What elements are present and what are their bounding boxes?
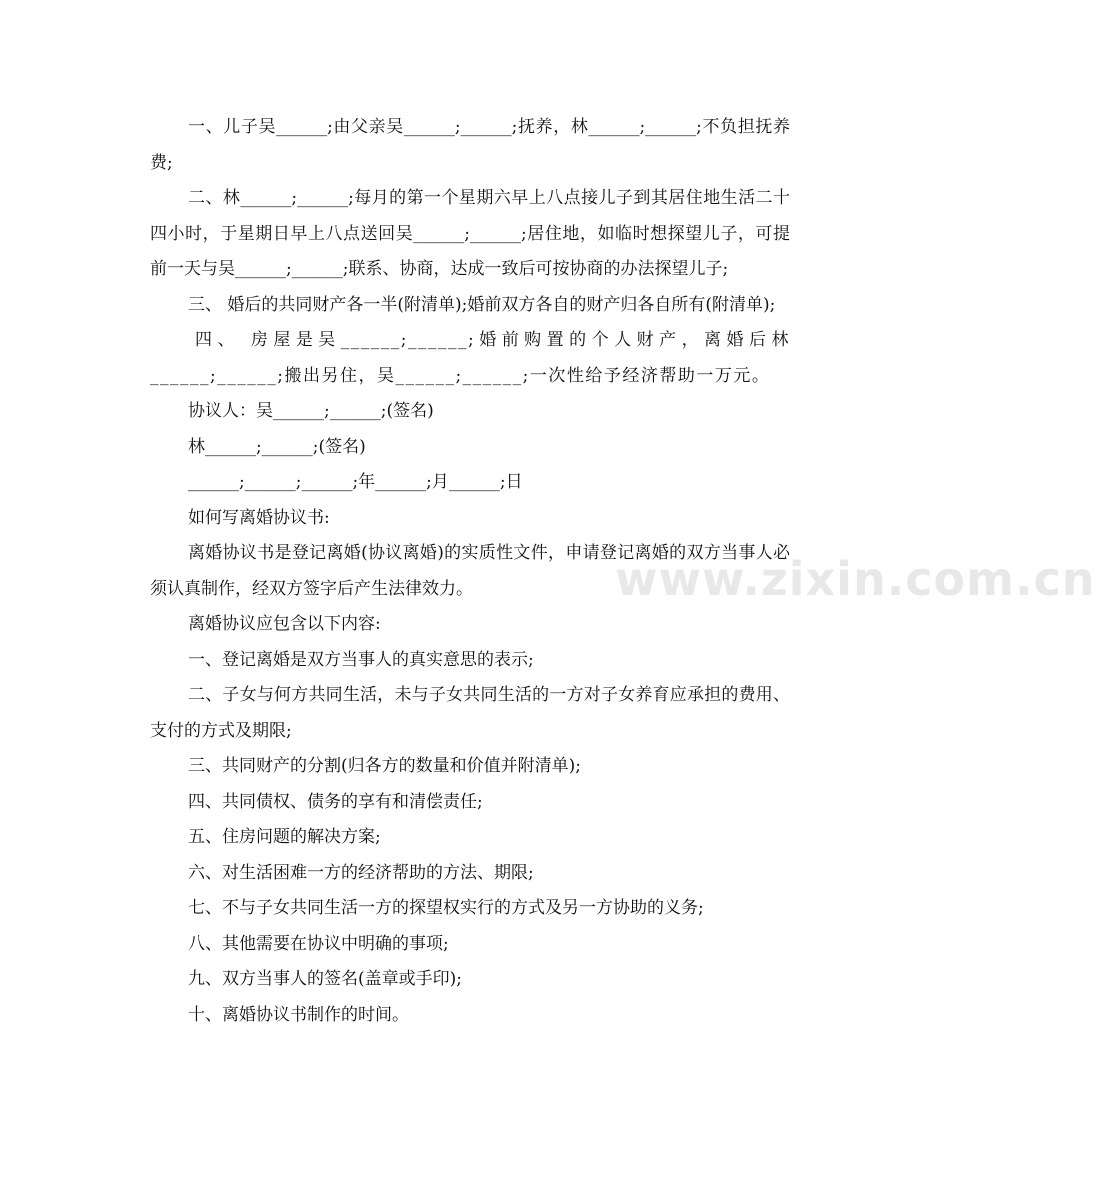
watermark: www.zixin.com.cn xyxy=(615,552,1096,606)
list-item: 九、双方当事人的签名(盖章或手印); xyxy=(188,969,462,989)
list-item: 四、共同债权、债务的享有和清偿责任; xyxy=(188,791,483,812)
list-item: 一、登记离婚是双方当事人的真实意思的表示; xyxy=(188,649,534,670)
list-item: 二、子女与何方共同生活，未与子女共同生活的一方对子女养育应承担的费用、支付的方式及期限; xyxy=(150,685,790,741)
list-item: 八、其他需要在协议中明确的事项; xyxy=(188,933,449,954)
list-item: 七、不与子女共同生活一方的探望权实行的方式及另一方协助的义务; xyxy=(188,898,704,918)
intro-paragraph: 离婚协议书是登记离婚(协议离婚)的实质性文件，申请登记离婚的双方当事人必须认真制作，经双方签字后产生法律效力。 xyxy=(150,543,790,599)
clause-2: 二、林______;______;每月的第一个星期六早上八点接儿子到其居住地生活二十四小时，于星期日早上八点送回吴______;______;居住地，如临时想探望儿子，可提前一天与吴______;______;联系、协商，达成一致后可按协商的办法探望儿子; xyxy=(150,188,790,279)
document-body xyxy=(150,110,790,1033)
clause-3: 三、 婚后的共同财产各一半(附清单);婚前双方各自的财产归各自所有(附清单); xyxy=(188,294,776,315)
list-item: 六、对生活困难一方的经济帮助的方法、期限; xyxy=(188,862,534,883)
list-item: 三、共同财产的分割(归各方的数量和价值并附清单); xyxy=(188,756,581,776)
contents-heading: 离婚协议应包含以下内容: xyxy=(188,614,381,634)
list-item: 十、离婚协议书制作的时间。 xyxy=(188,1004,409,1025)
clause-1: 一、儿子吴______;由父亲吴______;______;抚养，林______;______;不负担抚养费; xyxy=(150,117,790,173)
list-item: 五、住房问题的解决方案; xyxy=(188,827,381,847)
signatory-lin: 林______;______;(签名) xyxy=(188,436,366,457)
section-heading: 如何写离婚协议书: xyxy=(188,507,330,528)
signatory-wu: 协议人：吴______;______;(签名) xyxy=(188,401,434,421)
clause-4: 四、 房屋是吴______;______;婚前购置的个人财产，离婚后林______;______;搬出另住，吴______;______;一次性给予经济帮助一万元。 xyxy=(150,330,790,386)
signature-date: ______;______;______;年______;月______;日 xyxy=(188,472,523,492)
